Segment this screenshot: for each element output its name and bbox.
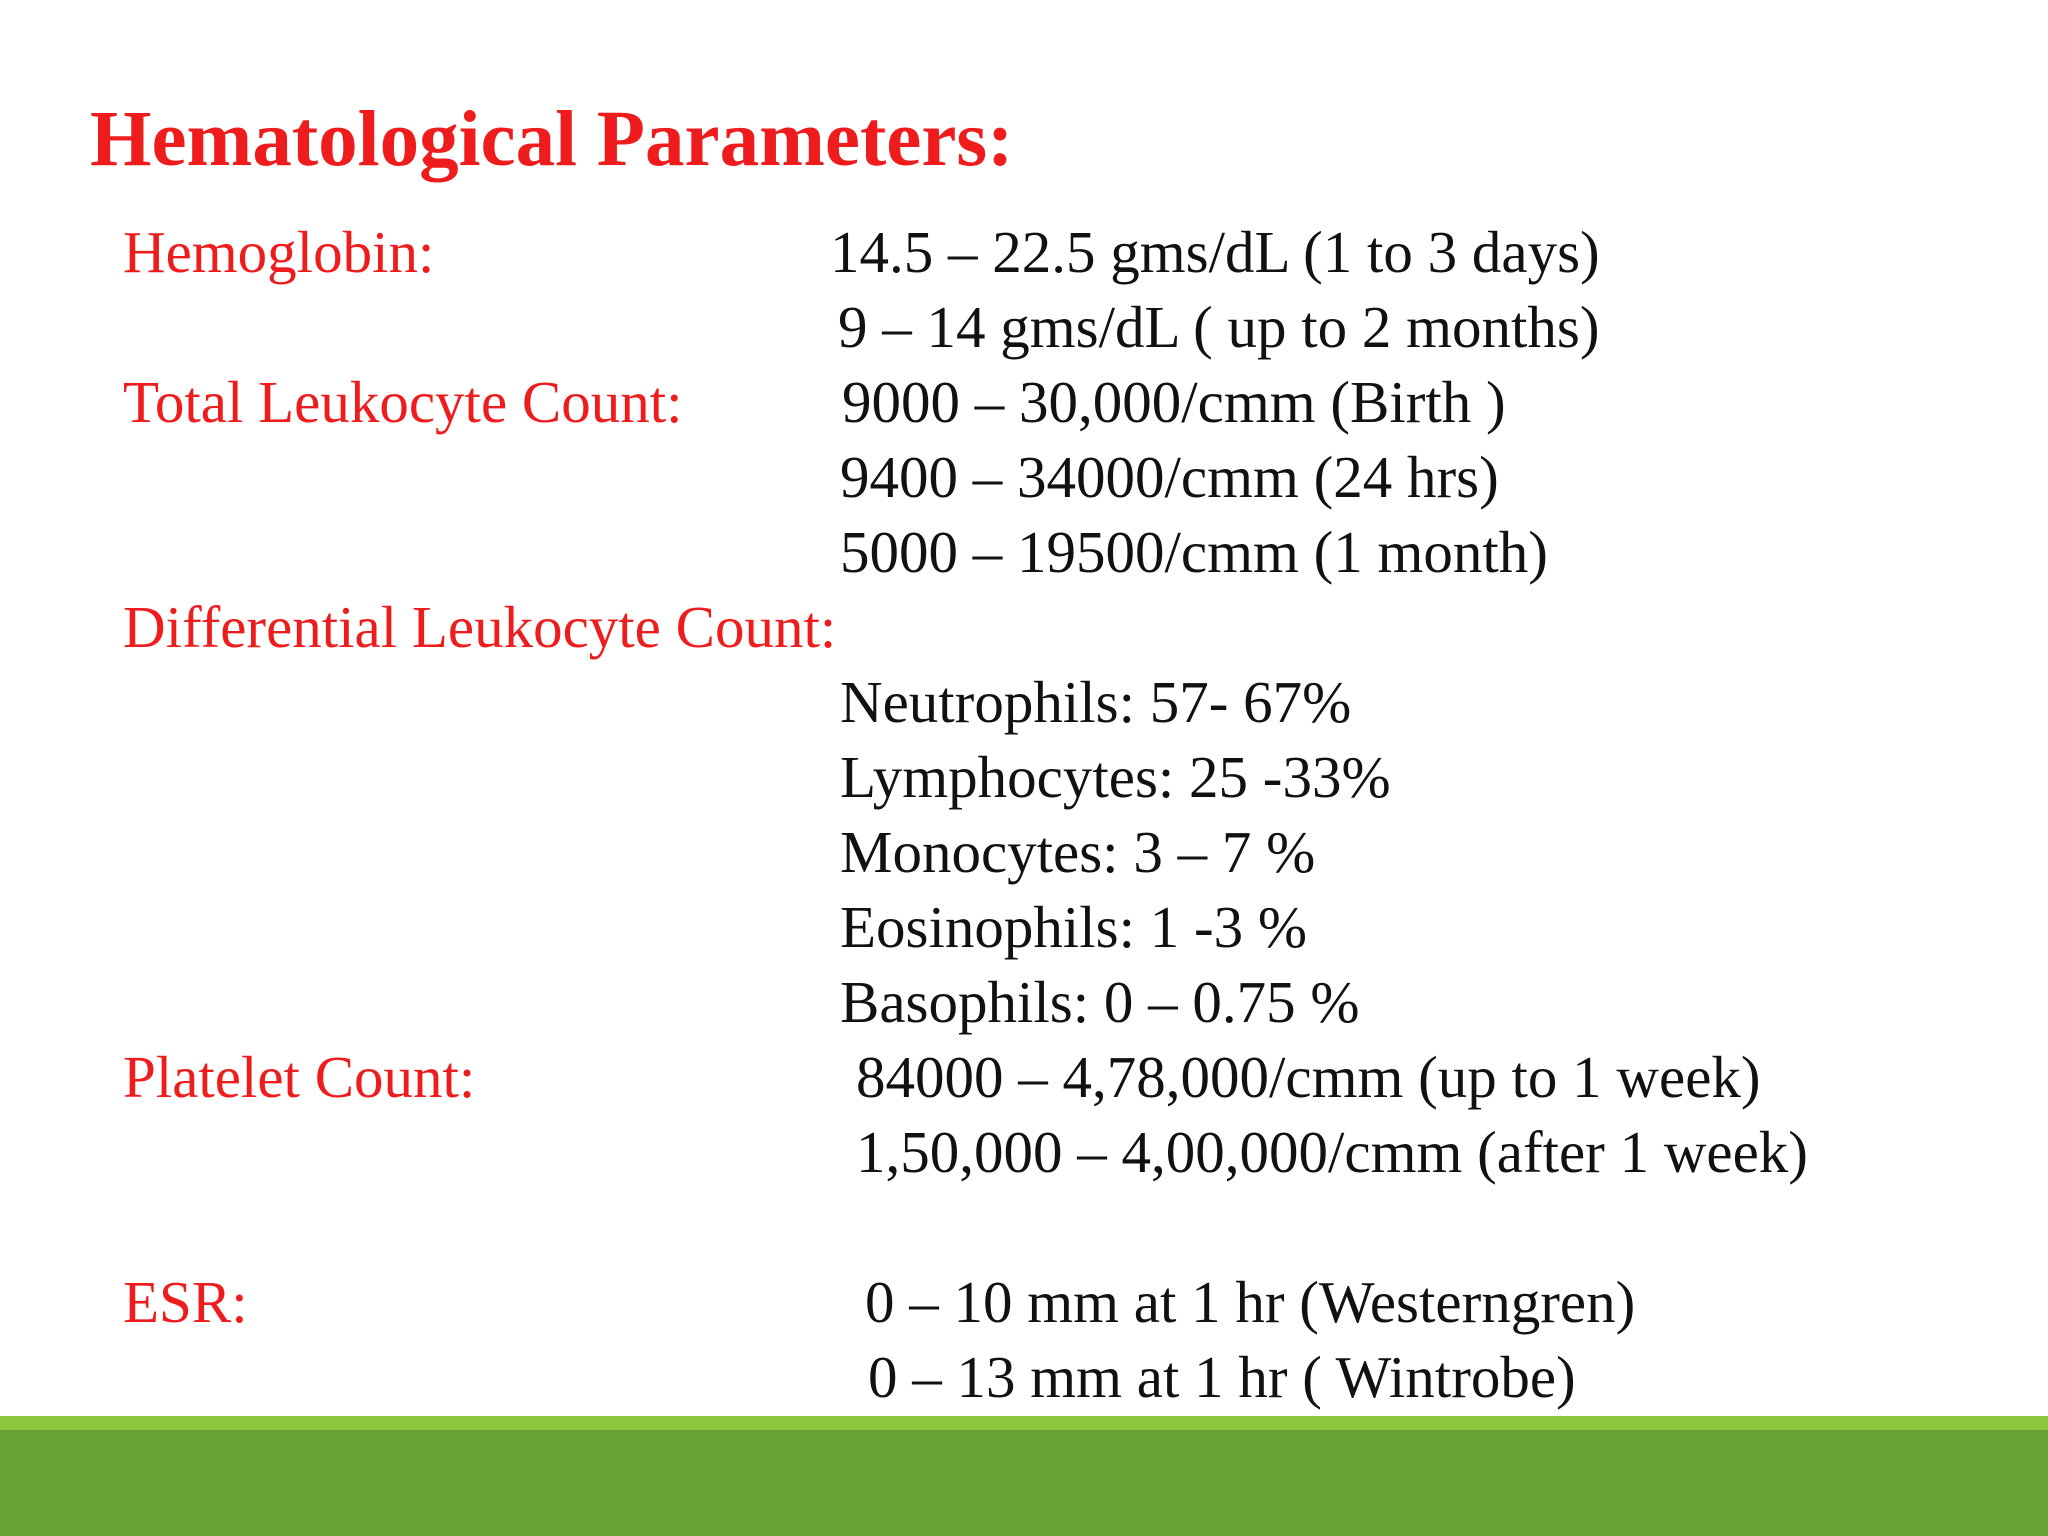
- param-value: 0 – 10 mm at 1 hr (Westerngren): [865, 1269, 1636, 1335]
- param-label-hemoglobin: Hemoglobin:: [123, 219, 435, 285]
- param-value: 84000 – 4,78,000/cmm (up to 1 week): [856, 1044, 1761, 1110]
- param-value: 0 – 13 mm at 1 hr ( Wintrobe): [868, 1344, 1576, 1410]
- param-row: [0, 515, 2048, 590]
- param-value: Monocytes: 3 – 7 %: [840, 819, 1316, 885]
- param-value: 5000 – 19500/cmm (1 month): [840, 519, 1548, 585]
- param-label-total-leukocyte-count: Total Leukocyte Count:: [123, 369, 683, 435]
- param-value: 9400 – 34000/cmm (24 hrs): [840, 444, 1499, 510]
- param-row: [0, 365, 2048, 440]
- param-label-esr: ESR:: [123, 1269, 248, 1335]
- param-value: Eosinophils: 1 -3 %: [840, 894, 1308, 960]
- param-value: Basophils: 0 – 0.75 %: [840, 969, 1360, 1035]
- param-row: [0, 815, 2048, 890]
- param-value: Neutrophils: 57- 67%: [840, 669, 1352, 735]
- param-row: [0, 215, 2048, 290]
- param-label-differential-leukocyte-count: Differential Leukocyte Count:: [123, 594, 837, 660]
- param-row: [0, 1340, 2048, 1415]
- footer-band: [0, 1430, 2048, 1536]
- footer-band-light: [0, 1416, 2048, 1430]
- param-row: [0, 290, 2048, 365]
- param-row: [0, 740, 2048, 815]
- param-value: 9000 – 30,000/cmm (Birth ): [842, 369, 1506, 435]
- param-value: Lymphocytes: 25 -33%: [840, 744, 1391, 810]
- param-row: [0, 1040, 2048, 1115]
- param-row: [0, 440, 2048, 515]
- param-row: [0, 1265, 2048, 1340]
- param-row: [0, 965, 2048, 1040]
- slide-title: Hematological Parameters:: [90, 96, 1014, 183]
- param-row: [0, 1115, 2048, 1190]
- param-row: [0, 890, 2048, 965]
- param-value: 9 – 14 gms/dL ( up to 2 months): [838, 294, 1600, 360]
- param-label-platelet-count: Platelet Count:: [123, 1044, 476, 1110]
- param-value: 1,50,000 – 4,00,000/cmm (after 1 week): [856, 1119, 1808, 1185]
- param-row: [0, 590, 2048, 665]
- param-value: 14.5 – 22.5 gms/dL (1 to 3 days): [830, 219, 1600, 285]
- param-row: [0, 665, 2048, 740]
